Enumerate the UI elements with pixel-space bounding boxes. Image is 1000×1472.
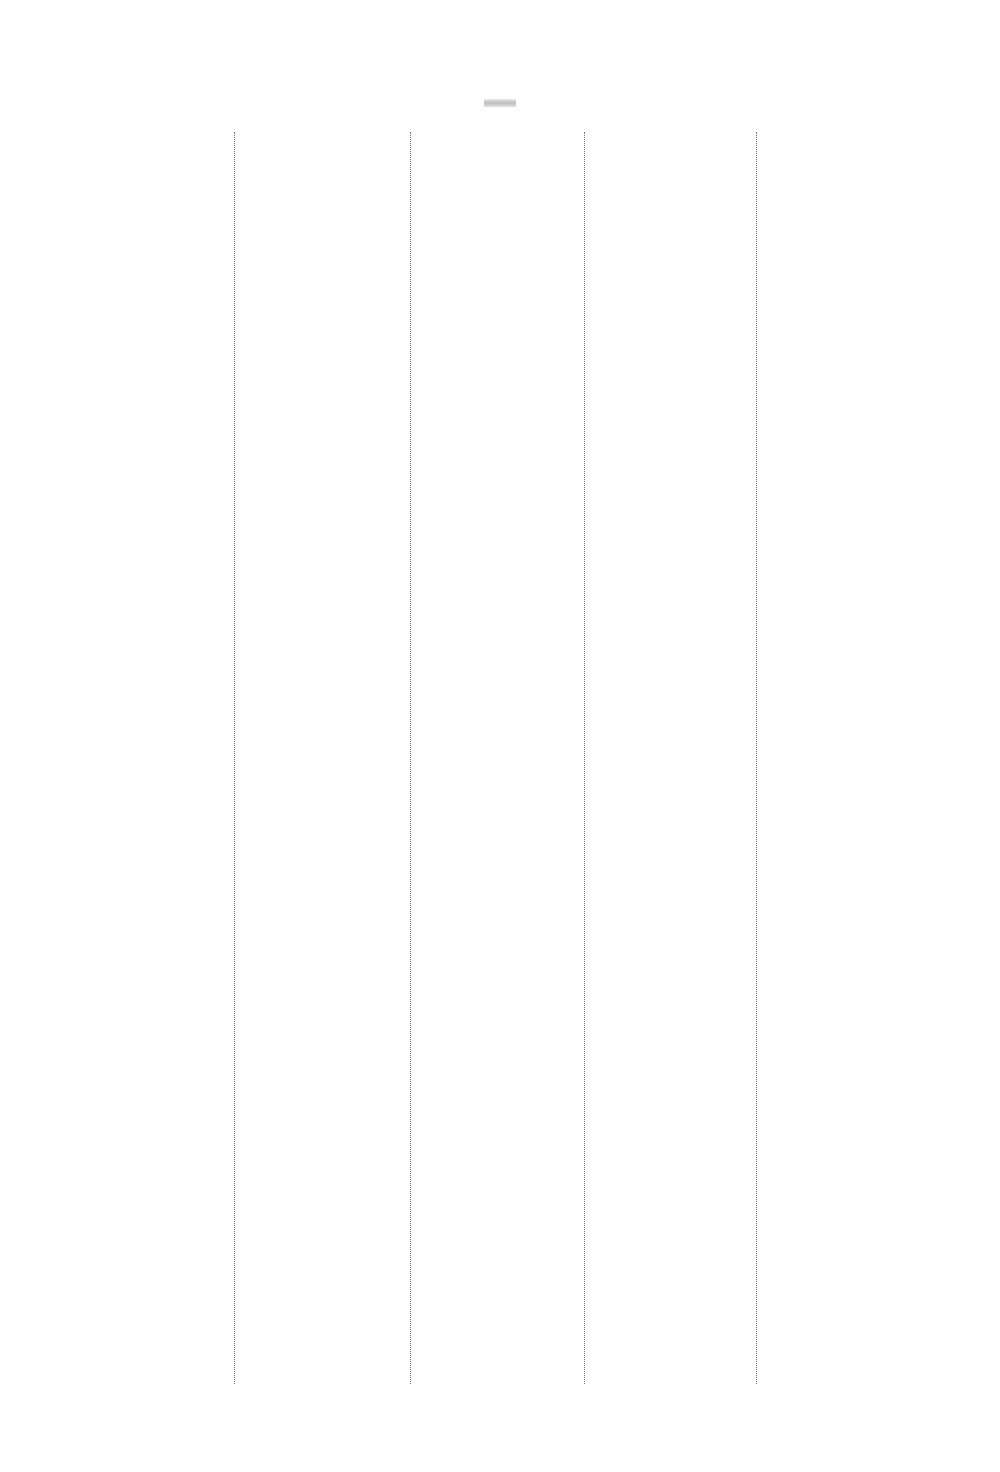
column-divider — [410, 132, 411, 1384]
column-divider — [756, 132, 757, 1384]
title-banner — [0, 92, 1000, 111]
page-title — [484, 99, 516, 107]
column-divider — [234, 132, 235, 1384]
column-divider — [584, 132, 585, 1384]
